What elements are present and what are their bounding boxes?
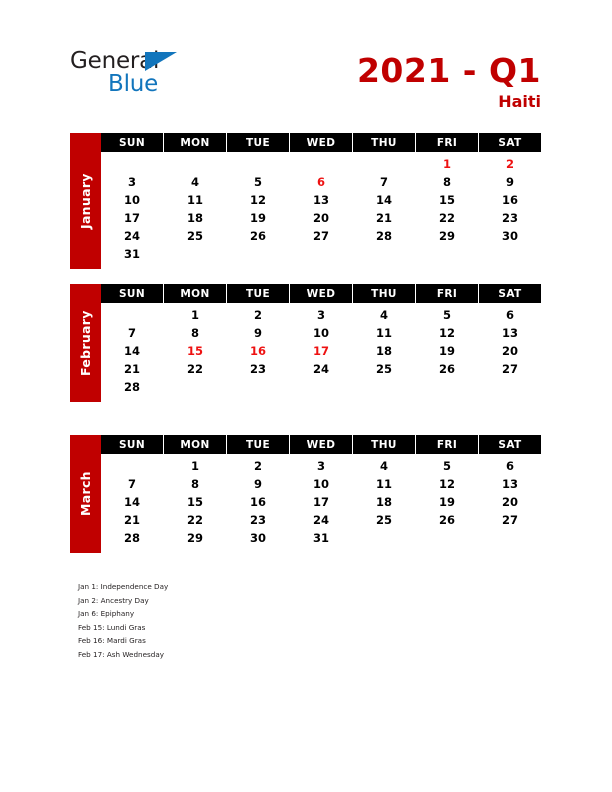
day-of-week-header-row — [101, 435, 541, 454]
day-cell[interactable]: 26 — [438, 513, 455, 527]
day-cell[interactable]: 1 — [190, 459, 199, 473]
week-row — [101, 475, 541, 493]
day-header-sun: SUN — [101, 284, 163, 303]
month-tab-march — [70, 435, 101, 553]
day-cell[interactable]: 30 — [501, 229, 518, 243]
day-cell[interactable]: 28 — [375, 229, 392, 243]
day-cell-empty — [101, 155, 163, 173]
day-cell[interactable]: 12 — [249, 193, 266, 207]
day-header-sat: SAT — [479, 133, 541, 152]
day-cell-empty — [164, 155, 226, 173]
day-header-thu: THU — [353, 133, 415, 152]
day-cell[interactable]: 31 — [123, 247, 140, 261]
day-cell[interactable]: 26 — [438, 362, 455, 376]
page-title-group — [357, 52, 541, 112]
day-cell[interactable]: 6 — [505, 459, 514, 473]
day-cell[interactable]: 16 — [501, 193, 518, 207]
week-row — [101, 457, 541, 475]
day-cell[interactable]: 18 — [375, 344, 392, 358]
day-cell[interactable]: 28 — [123, 531, 140, 545]
day-cell[interactable]: 6 — [505, 308, 514, 322]
day-of-week-header-row — [101, 133, 541, 152]
day-cell[interactable]: 20 — [501, 344, 518, 358]
day-cell[interactable]: 22 — [186, 362, 203, 376]
day-cell[interactable]: 9 — [253, 477, 262, 491]
legend-item: Jan 1: Independence Day — [78, 582, 169, 591]
day-cell-empty — [227, 378, 289, 396]
day-cell[interactable]: 24 — [123, 229, 140, 243]
holiday-legend — [78, 580, 498, 662]
day-cell-empty — [353, 529, 415, 547]
day-cell-empty — [290, 245, 352, 263]
day-cell[interactable]: 10 — [312, 477, 329, 491]
week-row — [101, 378, 541, 396]
day-cell-empty — [164, 378, 226, 396]
day-cell[interactable]: 8 — [442, 175, 451, 189]
day-cell[interactable]: 27 — [312, 229, 329, 243]
day-cell[interactable]: 2 — [253, 308, 262, 322]
day-cell[interactable]: 17 — [312, 344, 329, 358]
day-cell-empty — [290, 155, 352, 173]
month-name-label: February — [78, 310, 93, 376]
week-row — [101, 209, 541, 227]
legend-item: Jan 6: Epiphany — [78, 609, 135, 619]
day-cell[interactable]: 3 — [316, 308, 325, 322]
day-cell[interactable]: 1 — [442, 157, 451, 171]
day-header-mon: MON — [164, 435, 226, 454]
day-cell[interactable]: 4 — [379, 459, 388, 473]
day-cell[interactable]: 15 — [186, 495, 203, 509]
day-cell[interactable]: 11 — [375, 477, 392, 491]
day-cell[interactable]: 11 — [375, 326, 392, 340]
day-cell[interactable]: 25 — [375, 513, 392, 527]
day-cell[interactable]: 16 — [249, 344, 266, 358]
day-of-week-header-row — [101, 284, 541, 303]
brand-name-primary: General — [70, 48, 160, 74]
day-cell[interactable]: 25 — [186, 229, 203, 243]
day-cell-empty — [353, 155, 415, 173]
day-cell[interactable]: 11 — [186, 193, 203, 207]
day-cell[interactable]: 17 — [123, 211, 140, 225]
day-header-tue: TUE — [227, 435, 289, 454]
day-cell-empty — [227, 245, 289, 263]
month-name-label: March — [78, 471, 93, 517]
day-cell[interactable]: 7 — [127, 477, 136, 491]
day-cell[interactable]: 16 — [249, 495, 266, 509]
day-cell[interactable]: 23 — [501, 211, 518, 225]
day-cell[interactable]: 12 — [438, 477, 455, 491]
day-cell[interactable]: 14 — [123, 495, 140, 509]
week-row — [101, 191, 541, 209]
day-cell-empty — [479, 529, 541, 547]
day-cell-empty — [353, 378, 415, 396]
day-cell[interactable]: 22 — [438, 211, 455, 225]
day-cell-empty — [227, 155, 289, 173]
day-cell[interactable]: 2 — [505, 157, 514, 171]
day-header-sun: SUN — [101, 435, 163, 454]
week-row — [101, 360, 541, 378]
brand-logo — [70, 48, 270, 106]
day-header-tue: TUE — [227, 284, 289, 303]
day-cell[interactable]: 8 — [190, 326, 199, 340]
day-cell-empty — [290, 378, 352, 396]
day-cell[interactable]: 14 — [123, 344, 140, 358]
month-block-january — [70, 133, 541, 269]
day-header-wed: WED — [290, 284, 352, 303]
day-cell-empty — [479, 378, 541, 396]
day-cell[interactable]: 17 — [312, 495, 329, 509]
day-cell[interactable]: 9 — [253, 326, 262, 340]
page-subtitle: Haiti — [498, 92, 541, 111]
day-cell[interactable]: 13 — [312, 193, 329, 207]
legend-item: Feb 17: Ash Wednesday — [78, 649, 164, 659]
day-cell[interactable]: 7 — [127, 326, 136, 340]
day-cell[interactable]: 2 — [253, 459, 262, 473]
month-grid — [101, 284, 541, 396]
month-tab-february — [70, 284, 101, 402]
day-cell-empty — [416, 529, 478, 547]
day-header-wed: WED — [290, 133, 352, 152]
week-row — [101, 493, 541, 511]
day-cell[interactable]: 3 — [316, 459, 325, 473]
day-cell-empty — [164, 245, 226, 263]
day-cell[interactable]: 29 — [438, 229, 455, 243]
legend-item: Jan 2: Ancestry Day — [78, 595, 149, 605]
day-cell[interactable]: 28 — [123, 380, 140, 394]
day-cell[interactable]: 19 — [438, 495, 455, 509]
day-cell[interactable]: 20 — [501, 495, 518, 509]
day-cell[interactable]: 22 — [186, 513, 203, 527]
day-cell[interactable]: 15 — [186, 344, 203, 358]
day-cell[interactable]: 23 — [249, 513, 266, 527]
day-cell[interactable]: 10 — [312, 326, 329, 340]
week-row — [101, 306, 541, 324]
day-cell[interactable]: 21 — [123, 513, 140, 527]
day-cell-empty — [101, 457, 163, 475]
day-header-fri: FRI — [416, 284, 478, 303]
day-cell[interactable]: 12 — [438, 326, 455, 340]
day-cell[interactable]: 18 — [186, 211, 203, 225]
day-cell-empty — [416, 245, 478, 263]
month-grid — [101, 435, 541, 547]
day-cell[interactable]: 25 — [375, 362, 392, 376]
week-row — [101, 342, 541, 360]
brand-name-secondary: Blue — [108, 71, 159, 97]
day-cell[interactable]: 13 — [501, 477, 518, 491]
week-row — [101, 324, 541, 342]
day-cell[interactable]: 15 — [438, 193, 455, 207]
month-block-march — [70, 435, 541, 553]
day-cell[interactable]: 27 — [501, 513, 518, 527]
day-cell[interactable]: 24 — [312, 362, 329, 376]
day-cell[interactable]: 30 — [249, 531, 266, 545]
day-cell[interactable]: 21 — [375, 211, 392, 225]
day-cell[interactable]: 21 — [123, 362, 140, 376]
day-header-mon: MON — [164, 133, 226, 152]
day-cell[interactable]: 5 — [253, 175, 262, 189]
day-cell[interactable]: 23 — [249, 362, 266, 376]
day-header-wed: WED — [290, 435, 352, 454]
day-cell[interactable]: 20 — [312, 211, 329, 225]
day-cell-empty — [416, 378, 478, 396]
day-header-fri: FRI — [416, 435, 478, 454]
day-header-mon: MON — [164, 284, 226, 303]
day-cell[interactable]: 6 — [316, 175, 325, 189]
day-cell[interactable]: 8 — [190, 477, 199, 491]
month-block-february — [70, 284, 541, 402]
day-cell[interactable]: 5 — [442, 459, 451, 473]
month-tab-january — [70, 133, 101, 269]
day-cell[interactable]: 14 — [375, 193, 392, 207]
day-cell[interactable]: 18 — [375, 495, 392, 509]
day-cell[interactable]: 19 — [438, 344, 455, 358]
week-row — [101, 245, 541, 263]
month-grid — [101, 133, 541, 263]
day-cell[interactable]: 29 — [186, 531, 203, 545]
legend-item: Feb 15: Lundi Gras — [78, 622, 146, 632]
day-header-sun: SUN — [101, 133, 163, 152]
legend-item: Feb 16: Mardi Gras — [78, 636, 146, 646]
day-cell[interactable]: 5 — [442, 308, 451, 322]
day-cell[interactable]: 26 — [249, 229, 266, 243]
day-cell[interactable]: 7 — [379, 175, 388, 189]
day-header-sat: SAT — [479, 284, 541, 303]
day-cell[interactable]: 31 — [312, 531, 329, 545]
day-cell[interactable]: 9 — [505, 175, 514, 189]
day-header-fri: FRI — [416, 133, 478, 152]
day-cell[interactable]: 1 — [190, 308, 199, 322]
week-row — [101, 511, 541, 529]
page-title: 2021 - Q1 — [356, 51, 541, 90]
blue-flag-triangle-icon — [145, 52, 177, 71]
day-header-tue: TUE — [227, 133, 289, 152]
week-row — [101, 173, 541, 191]
day-header-thu: THU — [353, 435, 415, 454]
day-cell[interactable]: 10 — [123, 193, 140, 207]
day-cell-empty — [353, 245, 415, 263]
day-cell[interactable]: 3 — [127, 175, 136, 189]
day-cell[interactable]: 19 — [249, 211, 266, 225]
day-header-sat: SAT — [479, 435, 541, 454]
day-cell[interactable]: 27 — [501, 362, 518, 376]
day-cell-empty — [479, 245, 541, 263]
day-cell-empty — [101, 306, 163, 324]
day-header-thu: THU — [353, 284, 415, 303]
day-cell[interactable]: 4 — [379, 308, 388, 322]
week-row — [101, 155, 541, 173]
day-cell[interactable]: 4 — [190, 175, 199, 189]
day-cell[interactable]: 24 — [312, 513, 329, 527]
week-row — [101, 227, 541, 245]
day-cell[interactable]: 13 — [501, 326, 518, 340]
week-row — [101, 529, 541, 547]
month-name-label: January — [78, 173, 93, 229]
